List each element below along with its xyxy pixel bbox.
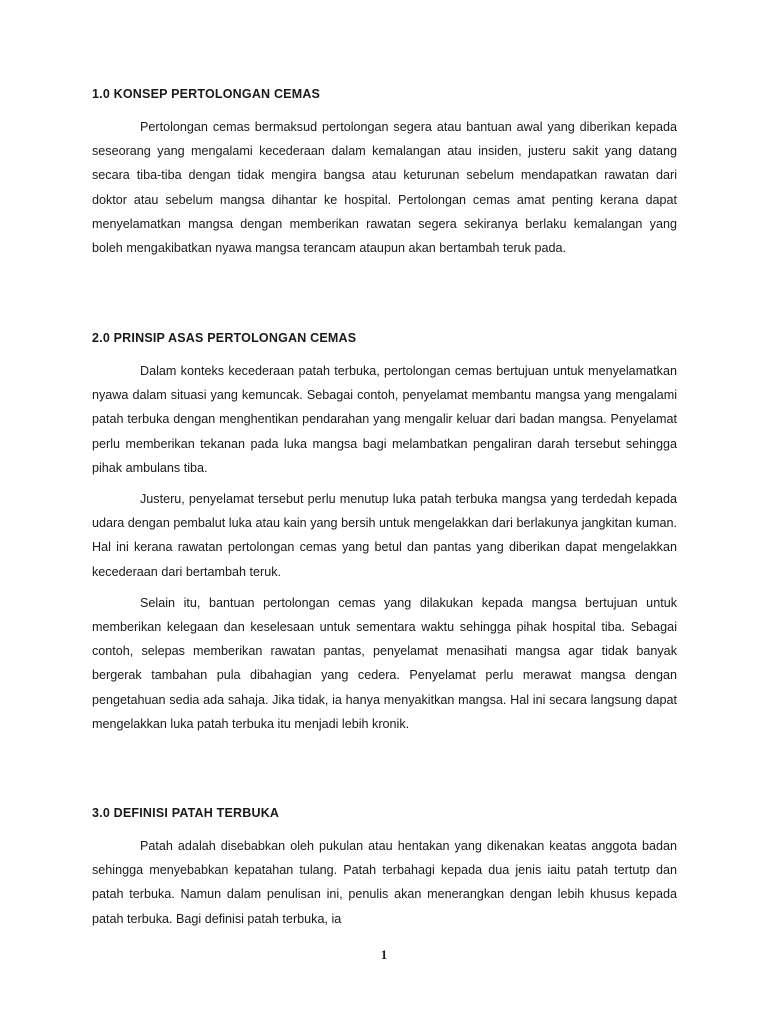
paragraph: Patah adalah disebabkan oleh pukulan atau hentakan yang dikenakan keatas anggota badan sehingga menyebabkan kepatahan tulang. Patah terbahagi kepada dua jenis iaitu patah tertutp dan patah terbuka. Namun dalam penulisan ini, penulis akan menerangkan dengan lebih khusus kepada patah terbuka. Bagi definisi patah terbuka, ia xyxy=(92,839,677,926)
section-prinsip xyxy=(92,330,677,736)
paragraph: Justeru, penyelamat tersebut perlu menutup luka patah terbuka mangsa yang terdedah kepada udara dengan pembalut luka atau kain yang bersih untuk mengelakkan dari berlakunya jangkitan kuman. Hal ini kerana rawatan pertolongan cemas yang betul dan pantas yang diberikan dapat mengelakkan kecederaan dari bertambah teruk. xyxy=(92,492,677,579)
section-heading: 3.0 DEFINISI PATAH TERBUKA xyxy=(92,806,280,820)
section-konsep xyxy=(92,86,677,260)
paragraph: Selain itu, bantuan pertolongan cemas yang dilakukan kepada mangsa bertujuan untuk memberikan kelegaan dan keselesaan untuk sementara waktu sehingga pihak hospital tiba. Sebagai contoh, selepas memberikan rawatan pantas, penyelamat menasihati mangsa agar tidak banyak bergerak tambahan pula dibahagian yang cedera. Penyelamat perlu merawat mangsa dengan pengetahuan sedia ada sahaja. Jika tidak, ia hanya menyakitkan mangsa. Hal ini secara langsung dapat mengelakkan luka patah terbuka itu menjadi lebih kronik. xyxy=(92,595,677,731)
paragraph: Dalam konteks kecederaan patah terbuka, pertolongan cemas bertujuan untuk menyelamatkan nyawa dalam situasi yang kemuncak. Sebagai contoh, penyelamat membantu mangsa yang mengalami patah terbuka dengan menghentikan pendarahan yang mengalir keluar dari badan mangsa. Penyelamat perlu memberikan tekanan pada luka mangsa bagi melambatkan pengaliran darah tersebut sehingga pihak ambulans tiba. xyxy=(92,364,677,475)
page-number: 1 xyxy=(380,948,388,962)
section-heading: 2.0 PRINSIP ASAS PERTOLONGAN CEMAS xyxy=(92,331,357,345)
section-definisi xyxy=(92,805,677,931)
section-heading: 1.0 KONSEP PERTOLONGAN CEMAS xyxy=(92,87,321,101)
paragraph: Pertolongan cemas bermaksud pertolongan segera atau bantuan awal yang diberikan kepada seseorang yang mengalami kecederaan dalam kemalangan atau insiden, justeru sakit yang datang secara tiba-tiba dengan tidak mengira bangsa atau keturunan sebelum mendapatkan rawatan dari doktor atau sebelum mangsa dihantar ke hospital. Pertolongan cemas amat penting kerana dapat menyelamatkan mangsa dengan memberikan rawatan segera sekiranya berlaku kemalangan yang boleh mengakibatkan nyawa mangsa terancam ataupun akan bertambah teruk pada. xyxy=(92,120,677,256)
